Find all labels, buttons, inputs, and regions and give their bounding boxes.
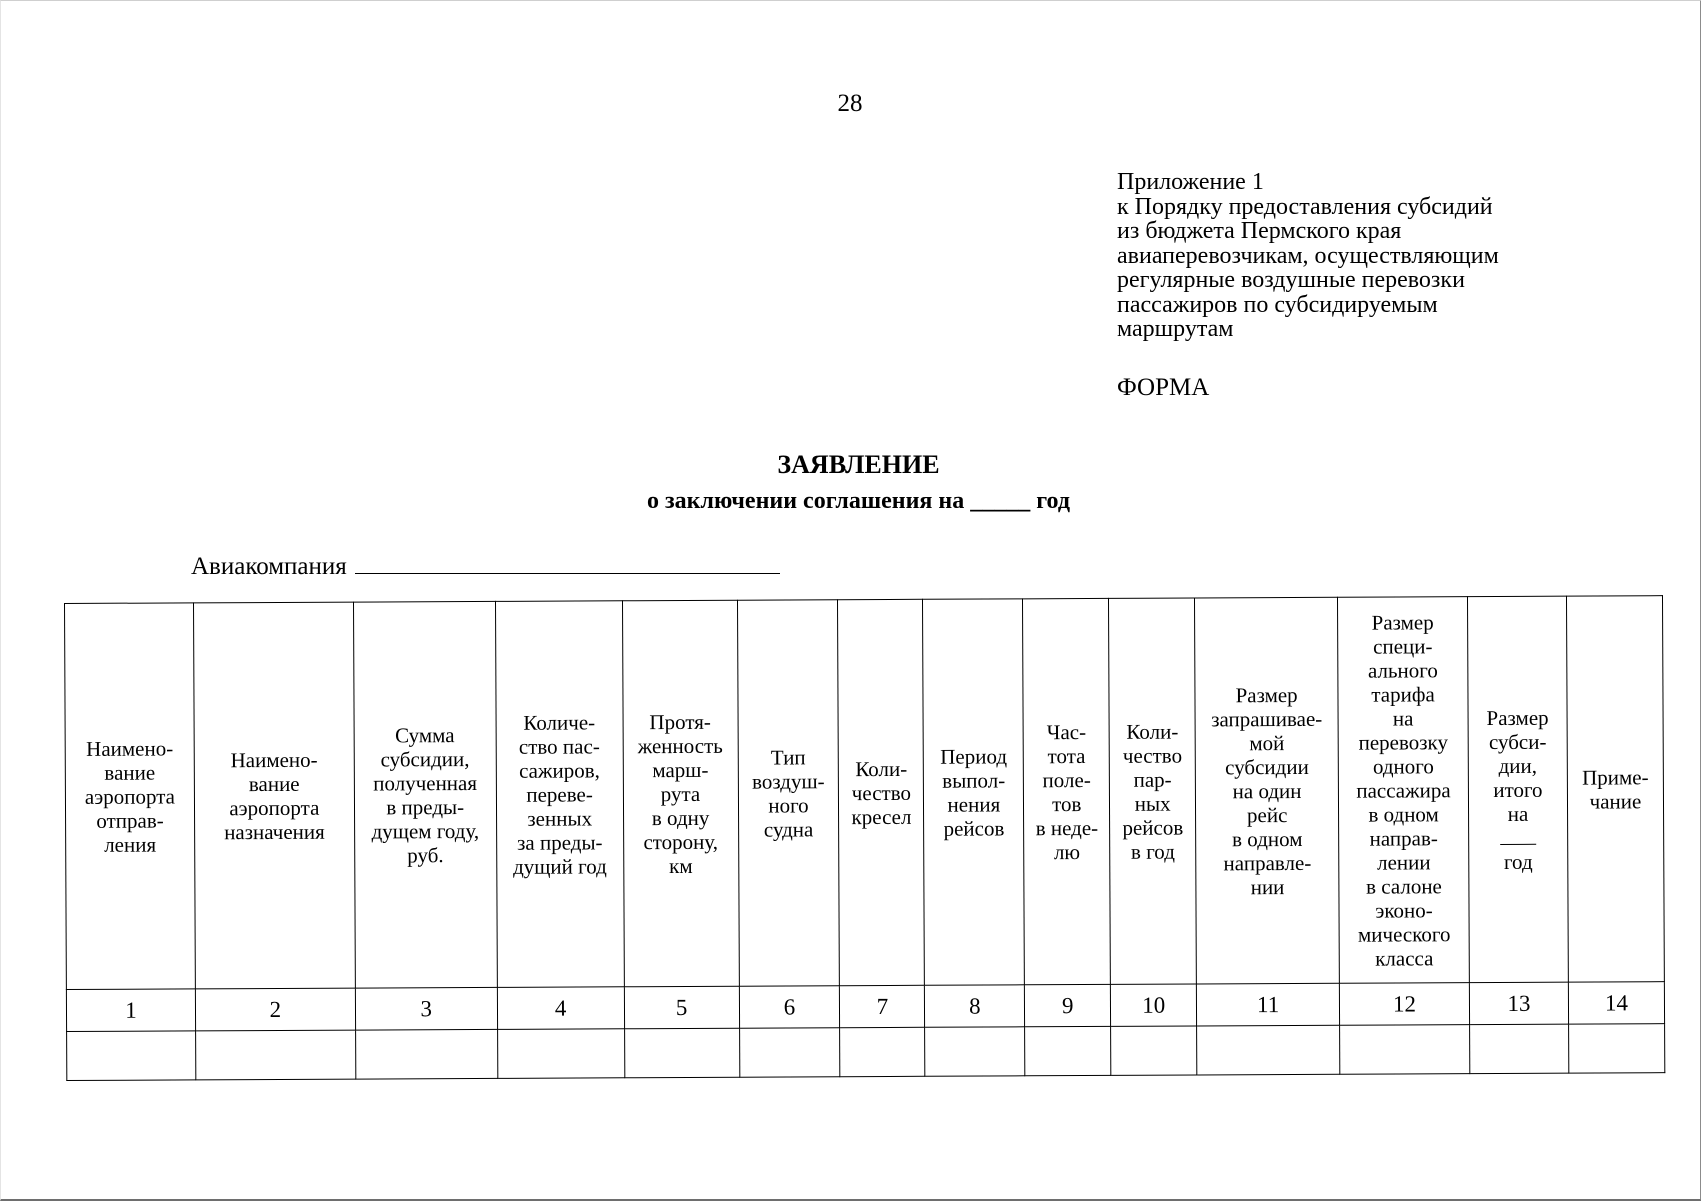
column-number: 1 [66,989,195,1032]
table-header-cell: Протя- женность марш- рута в одну сторону, км [622,600,739,987]
appendix-line: регулярные воздушные перевозки [1117,267,1465,293]
table-header-cell: Период выпол- нения рейсов [923,599,1025,985]
column-number: 14 [1568,982,1664,1024]
column-number: 7 [840,985,925,1027]
year-blank-line[interactable] [1500,825,1536,844]
table-header-cell: Размер специ- ального тарифа на перевозку одного пассажира в одном направ- лении в салоне эконо- мического класса [1338,597,1470,984]
appendix-line: маршрутам [1117,316,1234,342]
table-header-cell: Наимено- вание аэропорта назначения [193,602,355,989]
empty-input-cell[interactable] [497,1029,624,1079]
table-header-cell: Наимено- вание аэропорта отправ- ления [65,603,196,990]
application-table [64,595,1665,1081]
appendix-note [1117,170,1637,342]
empty-input-cell[interactable] [1111,1026,1197,1075]
column-number: 4 [497,987,624,1030]
appendix-line: к Порядку предоставления субсидий [1117,193,1493,220]
table-header-row [65,596,1665,990]
table-header-cell: Сумма субсидии, полученная в преды- дущем году, руб. [353,601,497,988]
empty-input-cell[interactable] [1197,1025,1340,1075]
table-header-cell: Коли- чество кресел [838,599,925,985]
empty-input-cell[interactable] [739,1028,840,1077]
empty-input-cell[interactable] [840,1027,925,1076]
column-number: 13 [1469,982,1568,1024]
document-title: ЗАЯВЛЕНИЕ [777,450,940,479]
column-number: 6 [739,986,840,1028]
column-number: 12 [1339,983,1469,1026]
table-row [67,1024,1665,1081]
header-year-label: год [1503,849,1533,874]
empty-input-cell[interactable] [624,1028,739,1078]
form-label: ФОРМА [1117,374,1210,401]
airline-field [191,551,780,581]
empty-input-cell[interactable] [355,1029,497,1079]
column-number: 11 [1197,983,1340,1026]
table-header-cell: Приме- чание [1566,596,1664,982]
empty-input-cell[interactable] [1569,1024,1665,1073]
empty-input-cell[interactable] [1025,1026,1111,1075]
column-number: 2 [195,988,355,1031]
empty-input-cell[interactable] [195,1030,355,1080]
table-header-cell: Тип воздуш- ного судна [737,600,840,986]
table-header-cell: Размер запрашивае- мой субсидии на один рейс в одном направле- нии [1195,597,1340,984]
appendix-line: авиаперевозчикам, осуществляющим [1117,242,1499,269]
column-number: 9 [1025,984,1111,1026]
empty-input-cell[interactable] [1470,1024,1569,1073]
appendix-line: пассажиров по субсидируемым [1117,291,1438,318]
appendix-line: Приложение 1 [1117,169,1264,195]
column-number: 3 [355,987,497,1030]
document-subtitle: о заключении соглашения на _____ год [647,488,1070,514]
airline-label: Авиакомпания [191,553,347,580]
column-number: 10 [1111,984,1197,1026]
table-header-cell: Размер субси- дии, итого на год [1468,596,1569,982]
airline-blank-line[interactable] [355,551,780,574]
empty-input-cell[interactable] [67,1031,196,1081]
empty-input-cell[interactable] [925,1027,1025,1076]
column-number: 8 [925,985,1025,1027]
appendix-line: из бюджета Пермского края [1117,218,1402,244]
page-number: 28 [837,90,863,117]
table-header-cell: Количе- ство пас- сажиров, переве- зенных за преды- дущий год [495,601,624,988]
column-number: 5 [624,986,739,1029]
empty-input-cell[interactable] [1340,1025,1470,1075]
table-header-cell: Час- тота поле- тов в неде- лю [1023,598,1111,984]
table-header-cell: Коли- чество пар- ных рейсов в год [1109,598,1197,984]
